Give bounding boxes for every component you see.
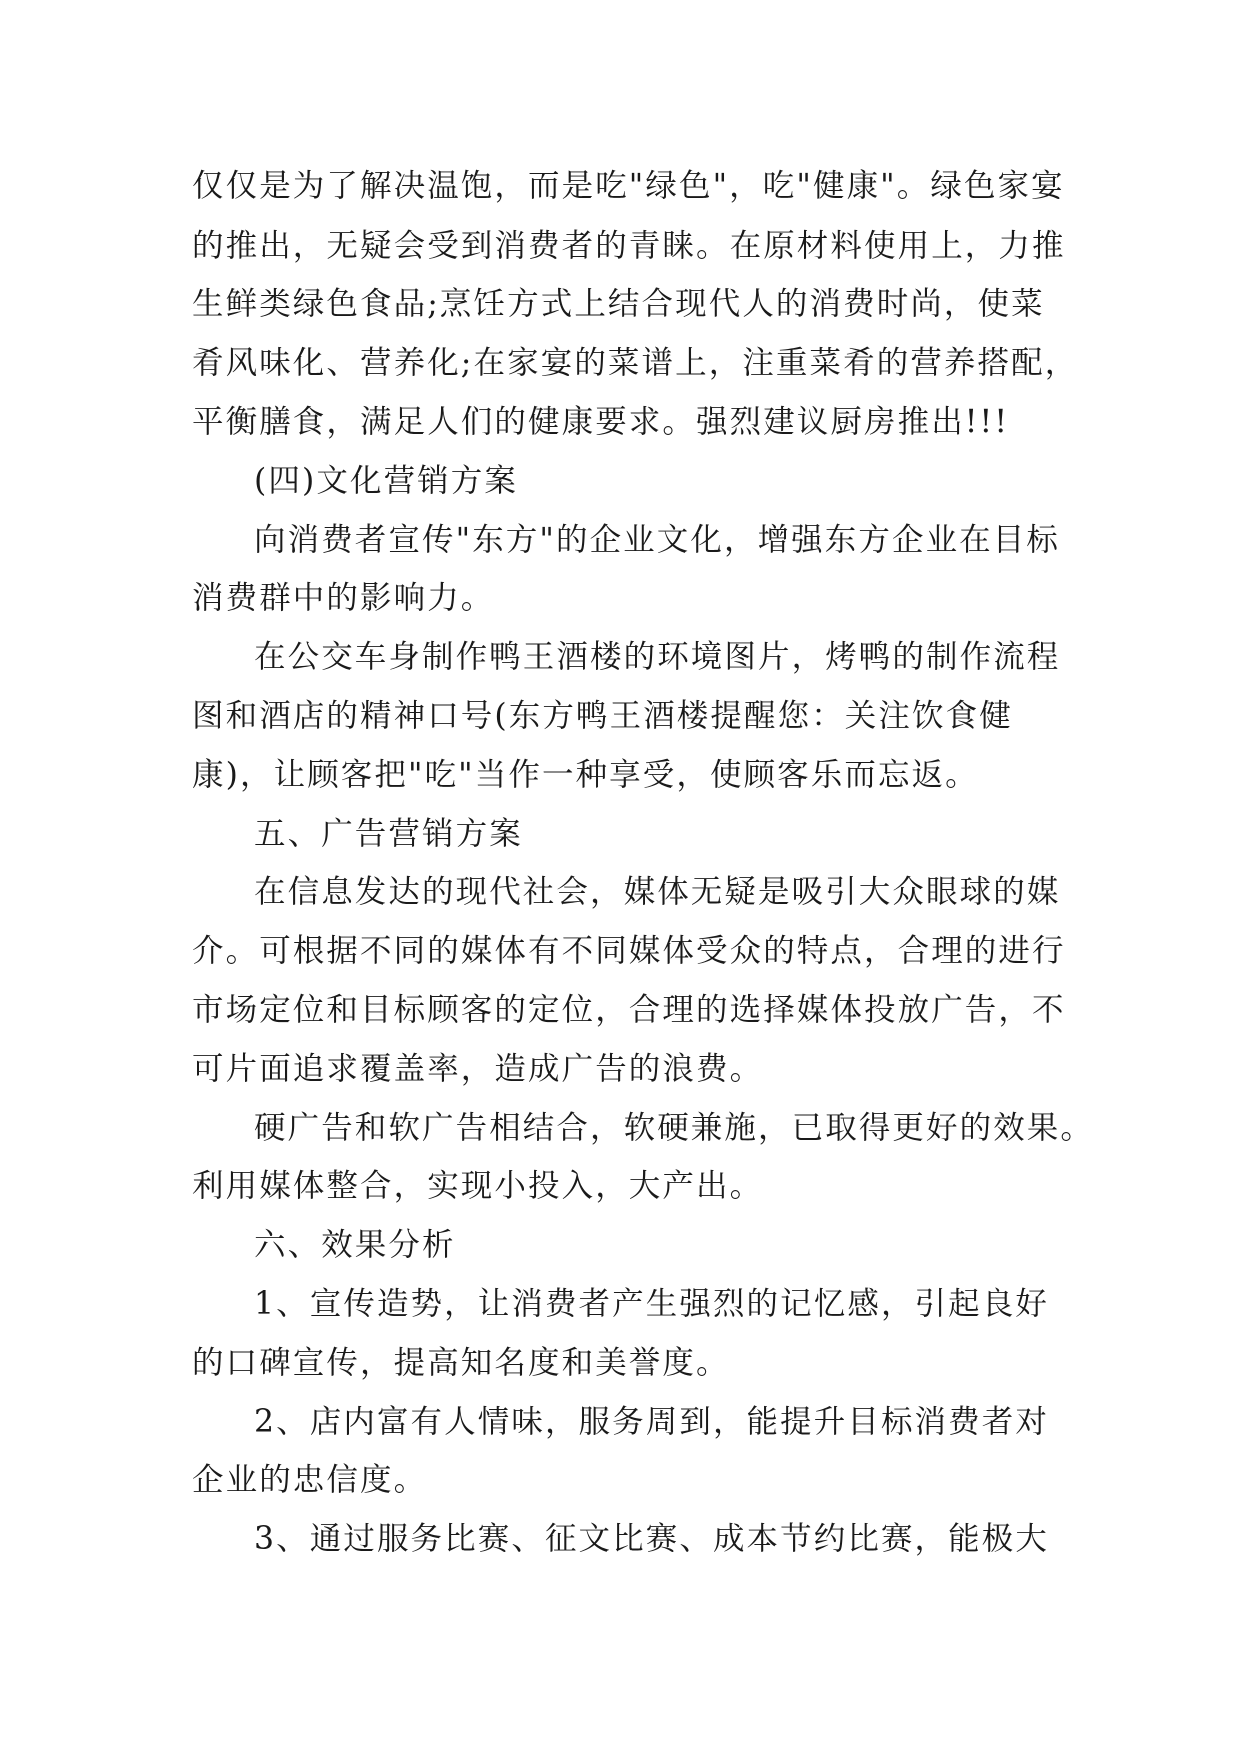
paragraph-line: 向消费者宣传"东方"的企业文化，增强东方企业在目标: [254, 522, 1060, 558]
paragraph-line: 2、店内富有人情味，服务周到，能提升目标消费者对: [254, 1404, 1049, 1440]
paragraph-line: 仅仅是为了解决温饱，而是吃"绿色"，吃"健康"。绿色家宴: [192, 168, 1065, 204]
paragraph-line: 图和酒店的精神口号(东方鸭王酒楼提醒您：关注饮食健: [192, 698, 1013, 734]
paragraph-line: 3、通过服务比赛、征文比赛、成本节约比赛，能极大: [254, 1521, 1049, 1557]
section-heading: (四)文化营销方案: [254, 463, 518, 499]
paragraph-line: 康)，让顾客把"吃"当作一种享受，使顾客乐而忘返。: [192, 757, 979, 793]
paragraph-line: 介。可根据不同的媒体有不同媒体受众的特点，合理的进行: [192, 933, 1066, 969]
section-heading: 六、效果分析: [254, 1227, 456, 1263]
paragraph-line: 的口碑宣传，提高知名度和美誉度。: [192, 1345, 730, 1381]
paragraph-line: 硬广告和软广告相结合，软硬兼施，已取得更好的效果。: [254, 1110, 1095, 1146]
paragraph-line: 可片面追求覆盖率，造成广告的浪费。: [192, 1051, 764, 1087]
section-heading: 五、广告营销方案: [254, 816, 523, 852]
paragraph-line: 在信息发达的现代社会，媒体无疑是吸引大众眼球的媒: [254, 874, 1061, 910]
paragraph-line: 在公交车身制作鸭王酒楼的环境图片，烤鸭的制作流程: [254, 639, 1061, 675]
paragraph-line: 消费群中的影响力。: [192, 580, 495, 616]
paragraph-line: 的推出，无疑会受到消费者的青睐。在原材料使用上，力推: [192, 228, 1066, 264]
paragraph-line: 市场定位和目标顾客的定位，合理的选择媒体投放广告，不: [192, 992, 1066, 1028]
paragraph-line: 平衡膳食，满足人们的健康要求。强烈建议厨房推出!!!: [192, 404, 1010, 440]
paragraph-line: 企业的忠信度。: [192, 1462, 428, 1498]
paragraph-line: 1、宣传造势，让消费者产生强烈的记忆感，引起良好: [254, 1286, 1049, 1322]
paragraph-line: 生鲜类绿色食品;烹饪方式上结合现代人的消费时尚，使菜: [192, 286, 1045, 322]
paragraph-line: 肴风味化、营养化;在家宴的菜谱上，注重菜肴的营养搭配，: [192, 345, 1079, 381]
paragraph-line: 利用媒体整合，实现小投入，大产出。: [192, 1168, 764, 1204]
